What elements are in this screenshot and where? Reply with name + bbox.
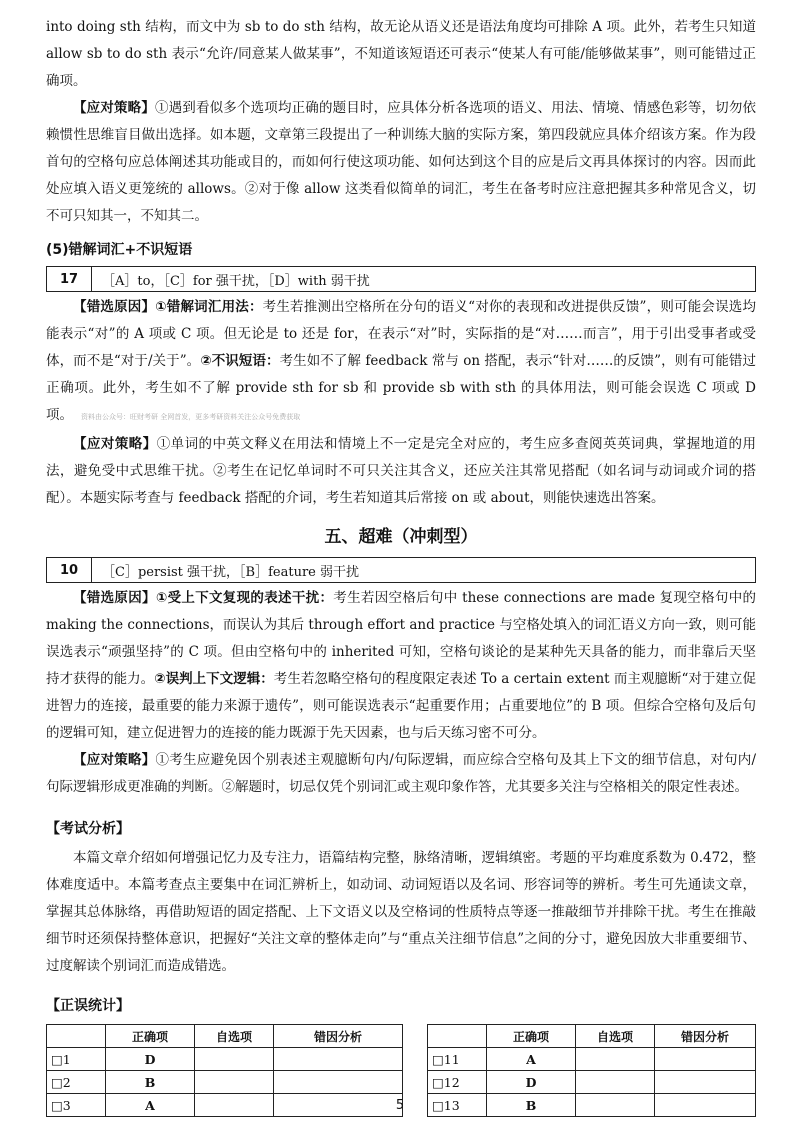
strategy-paragraph-10 xyxy=(46,747,756,801)
question-checkbox[interactable]: □2 xyxy=(47,1071,106,1094)
table-row xyxy=(47,1048,756,1071)
question-checkbox[interactable]: □12 xyxy=(428,1071,487,1094)
header-cell-correct: 正确项 xyxy=(487,1025,576,1048)
question-box-17 xyxy=(46,266,756,292)
question-checkbox[interactable]: □11 xyxy=(428,1048,487,1071)
page-content xyxy=(46,14,756,1117)
chosen-answer-cell[interactable] xyxy=(195,1071,274,1094)
table-gap xyxy=(403,1048,428,1071)
question-distractors: ［A］to，［C］for 强干扰，［D］with 弱干扰 xyxy=(102,273,370,289)
correct-answer: B xyxy=(487,1094,576,1117)
strategy-text: ①单词的中英文释义在用法和情境上不一定是完全对应的，考生应多查阅英英词典，掌握地道的用法，避免受中式思维干扰。②考生在记忆单词时不可只关注其含义，还应关注其常见搭配（如名词与动词或介词的搭配）。本题实际考查与 feedback 搭配的介词，考生若知道其后常接 on 或 about，则能快速选出答案。 xyxy=(46,436,756,506)
section-heading-5: (5)错解词汇+不识短语 xyxy=(46,242,193,258)
table-row xyxy=(47,1071,756,1094)
stats-header-row xyxy=(47,1025,756,1048)
strategy-tag: 【应对策略】 xyxy=(73,752,156,768)
question-box-10 xyxy=(46,557,756,583)
question-checkbox[interactable]: □13 xyxy=(428,1094,487,1117)
chosen-answer-cell[interactable] xyxy=(576,1048,655,1071)
reason-cell[interactable] xyxy=(274,1048,403,1071)
header-cell-chosen: 自选项 xyxy=(576,1025,655,1048)
strategy-text: ①考生应避免因个别表述主观臆断句内/句际逻辑，而应综合空格句及其上下文的细节信息，对句内/句际逻辑形成更准确的判断。②解题时，切忌仅凭个别词汇或主观印象作答，尤其要多关注与空格相关的限定性表述。 xyxy=(46,752,756,795)
reason-paragraph-10 xyxy=(46,585,756,747)
strategy-paragraph-17 xyxy=(46,431,756,512)
reason-tag: 【错选原因】 xyxy=(73,590,156,606)
correct-answer: A xyxy=(487,1048,576,1071)
reason-keyword-1: ①错解词汇用法： xyxy=(155,299,263,315)
reason-text-2: 考生若忽略空格句的程度限定表述 To a certain extent 而主观臆断“对于建立促进智力的连接，最重要的能力来源于遗传”，则可能误选表示“起重要作用；占重要地位”的 B 项。但综合空格句及后句的逻辑可知，建立促进智力的连接的能力既源于先天因素，也与后天练习密不可分。 xyxy=(46,671,757,741)
chosen-answer-cell[interactable] xyxy=(576,1071,655,1094)
strategy-text: ①遇到看似多个选项均正确的题目时，应具体分析各选项的语义、用法、情境、情感色彩等，切勿依赖惯性思维盲目做出选择。如本题，文章第三段提出了一种训练大脑的实际方案，第四段就应具体介绍该方案。作为段首句的空格句应总体阐述其功能或目的，而如何行使这项功能、如何达到这个目的应是后文再具体探讨的内容。因而此处应填入语义更笼统的 allows。②对于像 allow 这类看似简单的词汇，考生在备考时应注意把握其多种常见含义，切不可只知其一，不知其二。 xyxy=(46,100,757,224)
stats-heading: 【正误统计】 xyxy=(46,998,130,1014)
correct-answer: D xyxy=(106,1048,195,1071)
reason-keyword-2: ②误判上下文逻辑： xyxy=(154,671,274,687)
reason-text-1: 考生若推测出空格所在分句的语义“对你的表现和改进提供反馈”，则可能会误选均能表示“对”的 A 项或 C 项。但无论是 to 还是 for，在表示“对”时，实际指的是“对……而言”，用于引出受事者或受体，而不是“对于/关于”。 xyxy=(46,299,757,369)
header-cell-reason: 错因分析 xyxy=(274,1025,403,1048)
strategy-tag: 【应对策略】 xyxy=(73,100,155,116)
intro-paragraph: into doing sth 结构，而文中为 sb to do sth 结构，故无论从语义还是语法角度均可排除 A 项。此外，若考生只知道 allow sb to do sth 表示“允许/同意某人做某事”，不知道该短语还可表示“使某人有可能/能够做某事”，则可能错过正确项。 xyxy=(46,19,756,89)
reason-tag: 【错选原因】 xyxy=(73,299,156,315)
reason-keyword-2: ②不识短语： xyxy=(200,353,280,369)
reason-paragraph-17 xyxy=(46,294,756,431)
chosen-answer-cell[interactable] xyxy=(195,1048,274,1071)
reason-text-2: 考生如不了解 feedback 常与 on 搭配，表示“针对……的反馈”，则有可能错过正确项。此外，考生如不了解 provide sth for sb 和 provide sb with sth 的具体用法，则可能会误选 C 项或 D 项。 xyxy=(46,353,756,423)
super-hard-heading: 五、超难（冲刺型） xyxy=(324,527,478,547)
table-gap xyxy=(403,1025,428,1048)
question-checkbox[interactable]: □3 xyxy=(47,1094,106,1117)
question-distractors: ［C］persist 强干扰，［B］feature 弱干扰 xyxy=(102,564,359,580)
reason-text-1: 考生若因空格后句中 these connections are made 复现空格句中的 making the connections，而误认为其后 through effort and practice 与空格处填入的词汇语义方向一致，则可能误选表示“顽强坚持”的 C 项。但由空格句中的 inherited 可知，空格句谈论的是某种先天具备的能力，而非靠后天坚持才获得的能力。 xyxy=(46,590,757,687)
question-number: 10 xyxy=(47,558,92,582)
reason-keyword-1: ①受上下文复现的表述干扰： xyxy=(155,590,334,606)
header-cell-blank xyxy=(47,1025,106,1048)
correct-answer: B xyxy=(106,1071,195,1094)
correct-answer: A xyxy=(106,1094,195,1117)
reason-cell[interactable] xyxy=(655,1048,756,1071)
header-cell-reason: 错因分析 xyxy=(655,1025,756,1048)
strategy-paragraph-1 xyxy=(46,95,756,230)
question-number: 17 xyxy=(47,267,92,291)
reason-cell[interactable] xyxy=(274,1071,403,1094)
question-checkbox[interactable]: □1 xyxy=(47,1048,106,1071)
analysis-heading: 【考试分析】 xyxy=(46,821,130,837)
analysis-paragraph: 本篇文章介绍如何增强记忆力及专注力，语篇结构完整，脉络清晰，逻辑缜密。考题的平均难度系数为 0.472，整体难度适中。本篇考查点主要集中在词汇辨析上，如动词、动词短语以及名词、形容词等的辨析。考生可先通读文章，掌握其总体脉络，再借助短语的固定搭配、上下文语义以及空格词的性质特点等逐一推敲细节并排除干扰。考生在推敲细节时还须保持整体意识，把握好“关注文章的整体走向”与“重点关注细节信息”之间的分寸，避免因放大非重要细节、过度解读个别词汇而造成错选。 xyxy=(46,850,756,974)
header-cell-chosen: 自选项 xyxy=(195,1025,274,1048)
header-cell-blank xyxy=(428,1025,487,1048)
page-number: 5 xyxy=(395,1098,405,1113)
reason-cell[interactable] xyxy=(655,1071,756,1094)
watermark-text: 资料由公众号：旺财考研 全网首发，更多考研资料关注公众号免费获取 xyxy=(81,413,301,421)
correct-answer: D xyxy=(487,1071,576,1094)
table-gap xyxy=(403,1071,428,1094)
strategy-tag: 【应对策略】 xyxy=(73,436,157,452)
header-cell-correct: 正确项 xyxy=(106,1025,195,1048)
